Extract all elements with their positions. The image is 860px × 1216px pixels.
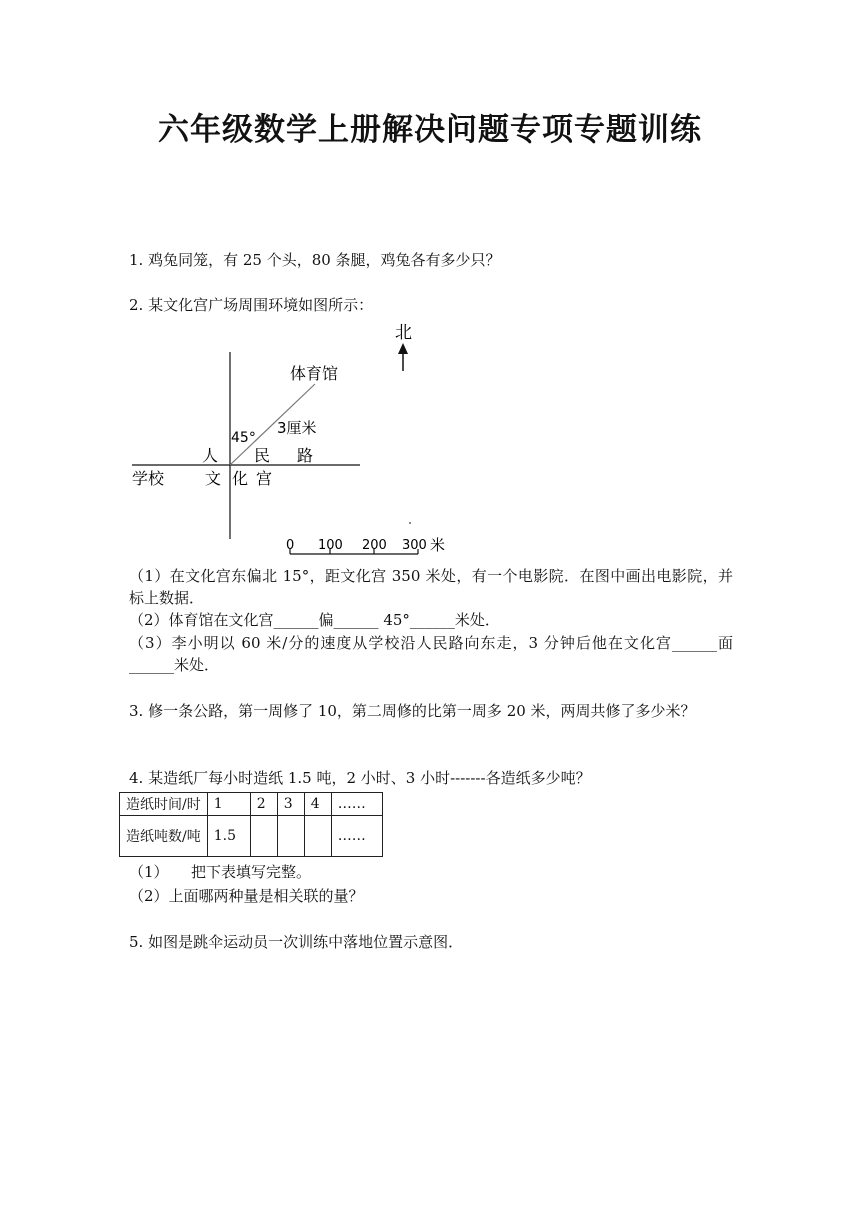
page-title: 六年级数学上册解决问题专项专题训练 [158, 112, 702, 148]
question-3: 3. 修一条公路，第一周修了 10，第二周修的比第一周多 20 米，两周共修了多少米？ [129, 702, 696, 720]
paper-output-table [119, 792, 383, 857]
table-cell [277, 816, 304, 857]
question-4-stem: 4. 某造纸厂每小时造纸 1.5 吨，2 小时、3 小时-------各造纸多少吨？ [129, 769, 591, 787]
table-row [120, 816, 383, 857]
question-2-stem: 2. 某文化宫广场周围环境如图所示： [129, 296, 374, 314]
road-char-2: 民 [254, 446, 271, 465]
road-char-1: 人 [202, 446, 219, 465]
table-cell: 1 [207, 793, 250, 816]
table-cell: 3 [277, 793, 304, 816]
table-row [120, 793, 383, 816]
table-cell: 1.5 [207, 816, 250, 857]
question-2-sub-1: （1）在文化宫东偏北 15°，距文化宫 350 米处，有一个电影院．在图中画出电影院，并标上数据． [129, 567, 733, 607]
scale-tick-100: 100 [318, 538, 343, 553]
school-label: 学校 [132, 469, 165, 488]
table-cell [304, 816, 331, 857]
distance-label: 3厘米 [277, 419, 317, 437]
question-2-sub-2: （2）体育馆在文化宫______偏______ 45°______米处． [129, 611, 500, 629]
table-cell: 造纸吨数/吨 [120, 816, 208, 857]
north-arrow-icon [398, 343, 408, 371]
table-cell: …… [331, 793, 382, 816]
table-cell [250, 816, 277, 857]
question-5: 5. 如图是跳伞运动员一次训练中落地位置示意图． [129, 933, 464, 951]
scale-tick-0: 0 [286, 538, 295, 553]
question-2-sub-3: （3）李小明以 60 米/分的速度从学校沿人民路向东走，3 分钟后他在文化宫______面______米处． [129, 634, 733, 674]
table-cell: 2 [250, 793, 277, 816]
question-4-sub-1: （1） 把下表填写完整。 [129, 863, 312, 881]
road-char-3: 路 [297, 446, 314, 465]
gym-label: 体育馆 [290, 364, 339, 383]
scale-bar [290, 549, 418, 554]
question-4-sub-2: （2）上面哪两种量是相关联的量？ [129, 887, 364, 905]
scale-tick-200: 200 [362, 538, 387, 553]
table-cell: …… [331, 816, 382, 857]
scale-tick-300: 300 [402, 538, 427, 553]
angle-label: 45° [231, 430, 256, 446]
palace-char-3: 宫 [256, 469, 273, 488]
table-cell: 造纸时间/时 [120, 793, 208, 816]
question-1: 1. 鸡兔同笼，有 25 个头，80 条腿，鸡兔各有多少只？ [129, 251, 501, 269]
map-dot [409, 522, 411, 524]
north-label: 北 [395, 323, 412, 343]
palace-char-1: 文 [205, 469, 222, 488]
scale-unit: 米 [430, 536, 446, 554]
table-cell: 4 [304, 793, 331, 816]
palace-char-2: 化 [232, 469, 249, 488]
